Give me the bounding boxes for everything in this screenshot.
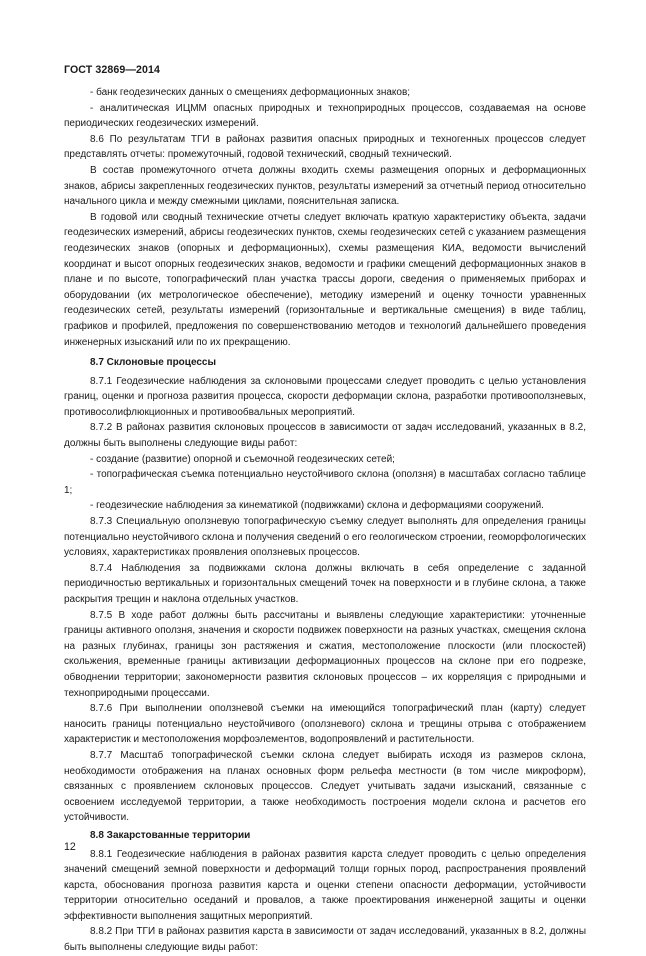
paragraph: 8.7.2 В районах развития склоновых процессов в зависимости от задач исследований, указанных в 8.2, должны быть выполнены следующие виды работ:	[64, 422, 586, 450]
paragraph: 8.8.2 При ТГИ в районах развития карста в зависимости от задач исследований, указанных в 8.2, должны быть выполнены следующие виды работ:	[64, 926, 586, 954]
paragraph: - геодезические наблюдения за кинематикой (подвижками) склона и деформациями сооружений.	[90, 500, 544, 512]
paragraph: 8.7.5 В ходе работ должны быть рассчитаны и выявлены следующие характеристики: уточненные границы активного оползня, значения и скорости подвижек поверхности на разных участках, смещения склона на разных глубинах, границы зон растяжения и сжатия, местоположение плоскости (или плоскостей) скольжения, временные границы активизации деформационных процессов на склоне при его подрезке, обводнении территории; закономерности развития склоновых процессов – их корреляция с природными и техноприродными процессами.	[64, 609, 586, 699]
section-heading-8-8: 8.8 Закарстованные территории	[90, 829, 251, 841]
paragraph: 8.7.3 Специальную оползневую топографическую съемку следует выполнять для определения границы потенциально неустойчивого склона и получения сведений о его геологическом строении, геоморфологических условиях, характеристиках проявления оползневых процессов.	[64, 516, 586, 559]
section-heading-8-7: 8.7 Склоновые процессы	[90, 357, 217, 369]
paragraph: 8.7.6 При выполнении оползневой съемки на имеющийся топографический план (карту) следует наносить границы потенциально неустойчивого (оползневого) склона и трещины отрыва с отображением характеристик и местоположения морфоэлементов, водопроявлений и растительности.	[64, 703, 586, 746]
paragraph: 8.6 По результатам ТГИ в районах развития опасных природных и техногенных процессов следует представлять отчеты: промежуточный, годовой технический, сводный технический.	[64, 133, 586, 161]
paragraph: - аналитическая ИЦММ опасных природных и техноприродных процессов, создаваемая на основе периодических геодезических измерений.	[64, 102, 586, 130]
page-number: 12	[64, 841, 76, 853]
paragraph: 8.7.1 Геодезические наблюдения за склоновыми процессами следует проводить с целью установления границ, оценки и прогноза развития процесса, скорости деформации склона, разработки противооползневых, противосолифлюкционных и противообвальных мероприятий.	[64, 375, 586, 418]
paragraph: 8.7.7 Масштаб топографической съемки склона следует выбирать исходя из размеров склона, необходимости отображения на планах основных форм рельефа местности (в том числе микроформ), связанных с проявлением склоновых процессов. Следует учитывать задачи изысканий, связанные с освоением исследуемой территории, а также необходимость построения модели склона и расчетов его устойчивости.	[64, 749, 586, 824]
paragraph: 8.8.1 Геодезические наблюдения в районах развития карста следует проводить с целью определения значений смещений земной поверхности и деформаций толщи горных пород, распространения проявлений карста, обоснования прогноза развития карста и оценки степени опасности деформации, устойчивости территории относительно оседаний и провалов, а также проектирования инженерной защиты и оценки эффективности выполнения защитных мероприятий.	[64, 848, 586, 922]
document-header: ГОСТ 32869—2014	[64, 64, 161, 76]
paragraph: - топографическая съемка потенциально неустойчивого склона (оползня) в масштабах согласно таблице 1;	[64, 469, 586, 496]
paragraph: - создание (развитие) опорной и съемочной геодезических сетей;	[90, 453, 395, 465]
paragraph: В состав промежуточного отчета должны входить схемы размещения опорных и деформационных знаков, абрисы закрепленных геодезических пунктов, результаты измерений за отчетный период относительно начального цикла и между смежными циклами, пояснительная записка.	[64, 164, 586, 208]
paragraph: В годовой или сводный технические отчеты следует включать краткую характеристику объекта, задачи геодезических измерений, абрисы геодезических пунктов, схемы геодезических сетей с указанием размещения геодезических знаков (опорных и деформационных), схемы размещения КИА, ведомости вычислений координат и высот опорных геодезических знаков, ведомости и графики смещений деформационных знаков в плане и по высоте, топографический план участка трассы дороги, сведения о применяемых приборах и оборудовании (их метрологическое обеспечение), методику измерений и оценку точности уравненных геодезических сетей, результаты измерений (горизонтальные и вертикальные смещения) в виде таблиц, графиков и профилей, предложения по совершенствованию методов и технологий дальнейшего проведения инженерных изысканий или по их прекращению.	[64, 211, 586, 348]
paragraph: - банк геодезических данных о смещениях деформационных знаков;	[90, 87, 411, 98]
paragraph: 8.7.4 Наблюдения за подвижками склона должны включать в себя определение с заданной периодичностью вертикальных и горизонтальных смещений точек на поверхности и в глубине склона, а также раскрытия трещин и наклона отдельных участков.	[64, 562, 586, 605]
document-body	[64, 85, 586, 956]
